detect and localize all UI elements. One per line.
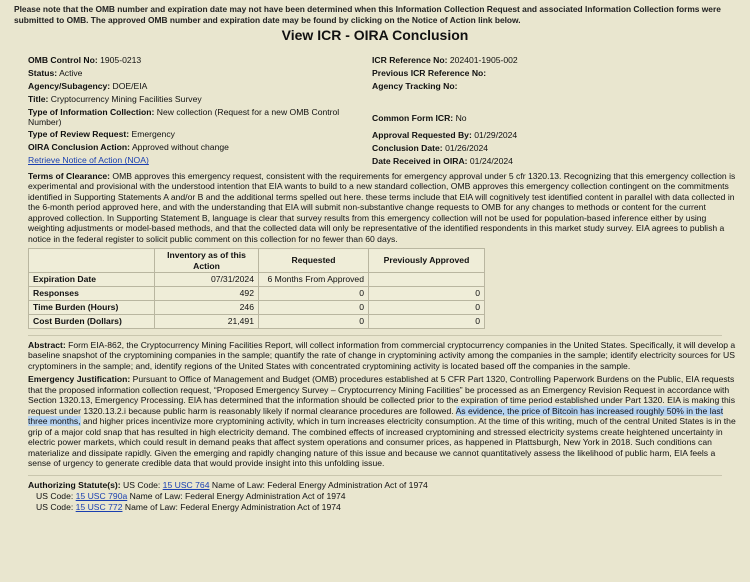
- emergency-justification: Emergency Justification: Pursuant to Office of Management and Budget (OMB) procedures established at 5 CFR Part 1320, Controlling Paperwork Burdens on the Public, EIA requests that the proposed information collection request, “Proposed Emergency Survey – Cryptocurrency Mining Facilities” be processed as an Emergency Revision Request in accordance with Section 1320.13, Emergency Processing. EIA has determined that the information should be collected prior to the expiration of time period established under Part 1320. EIA is making this request under 1320.13.2.i because public harm is reasonably likely if normal clearance procedures are followed. As evidence, the price of Bitcoin has increased roughly 50% in the last three months, and higher prices incentivize more cryptomining activity, which in turn increases electricity consumption. At the time of this writing, much of the central United States is in the grip of a major cold snap that has resulted in high electricity demand. The combined effects of increased cryptomining and stressed electricity systems create heightened uncertainty in electric power markets, which could result in demand peaks that affect system operations and consumer prices, as happened in Plattsburgh, New York in 2018. Such conditions can materialize and dissipate rapidly. Given the emerging and rapidly changing nature of this issue and because we cannot quantitatively assess the likelihood of public harm, EIA feels a sense of urgency to generate credible data that would provide insight into this unfolding issue.: [28, 374, 736, 469]
- agency-subagency: Agency/Subagency: DOE/EIA: [28, 80, 148, 91]
- date-received-in-oira: Date Received in OIRA: 01/24/2024: [372, 155, 513, 166]
- table-header-blank: [29, 249, 155, 273]
- icr-info-grid: [28, 54, 736, 168]
- divider: [28, 335, 722, 336]
- burden-table: [28, 248, 485, 329]
- left-field-column: [28, 54, 372, 168]
- table-row: Cost Burden (Dollars) 21,491 0 0: [29, 314, 485, 328]
- table-row: Time Burden (Hours) 246 0 0: [29, 300, 485, 314]
- omb-notice: Please note that the OMB number and expiration date may not have been determined when this Information Collection Request and associated Information Collection forms were submitted to OMB. The approved OMB number and expiration date may be found by clicking on the Notice of Action link below.: [14, 4, 721, 25]
- table-header-previously-approved: Previously Approved: [369, 249, 485, 273]
- icr-reference-no: ICR Reference No: 202401-1905-002: [372, 54, 518, 65]
- statute-link[interactable]: 15 USC 790a: [75, 490, 128, 501]
- spacer: [372, 93, 736, 106]
- table-header-inventory: Inventory as of this Action: [155, 249, 259, 273]
- table-row: Responses 492 0 0: [29, 286, 485, 300]
- statute-row: US Code: 15 USC 790a Name of Law: Federal Energy Administration Act of 1974: [36, 490, 346, 501]
- abstract: Abstract: Form EIA-862, the Cryptocurrency Mining Facilities Report, will collect information from commercial cryptocurrency companies in the United States. Specifically, it will develop a baseline snapshot of the cryptomining companies in the sample; quantify the rate of change in cryptomining activity among the companies in the sample; identify electricity sources for US cryptominers in the sample; and, identify regions of the United States with concentrated cryptomining activity is located based off the companies in the sample.: [28, 339, 736, 371]
- notice-of-action-link[interactable]: Retrieve Notice of Action (NOA): [28, 155, 149, 166]
- previous-icr-reference-no: Previous ICR Reference No:: [372, 67, 487, 78]
- terms-of-clearance: Terms of Clearance: OMB approves this emergency request, consistent with the requirements for emergency approval under 5 cfr 1320.13. Recognizing that this emergency collection is experimental and provisional with the understood intention that EIA wants to build to a new standard collection, OMB approves this emergency collection contingent on the commitments identified in Supporting Statements A and/or B and the additional terms spelled out here. these terms include that EIA will cognitively test identified content in parallel with data collected in the 6-month period approved here, and with the understanding that EIA will submit non-substantive change requests to OMB for any changes to methods or content for the current approved collection. In Supporting Statement B, language is clear that survey results from this emergency collection will not be used for population-based inference either by using weighting adjustments or model-based methods, and that the collected data will only be representative of the identified respondents in this market study survey. EIA agrees to publish a notice in the federal register to solicit public comment on this collection for no fewer than 60 days.: [28, 170, 736, 244]
- omb-control-no: OMB Control No: 1905-0213: [28, 54, 142, 65]
- oira-conclusion-action: OIRA Conclusion Action: Approved without change: [28, 142, 229, 153]
- type-of-review: Type of Review Request: Emergency: [28, 129, 175, 140]
- authorizing-statute-row: Authorizing Statute(s): US Code: 15 USC 764 Name of Law: Federal Energy Administration Act of 1974: [28, 479, 428, 490]
- conclusion-date: Conclusion Date: 01/26/2024: [372, 142, 489, 153]
- icr-title: Title: Cryptocurrency Mining Facilities Survey: [28, 93, 202, 104]
- table-header-row: [29, 249, 485, 273]
- highlighted-text: As evidence, the price of Bitcoin has increased roughly 50% in the last three months,: [28, 405, 724, 427]
- approval-requested-by: Approval Requested By: 01/29/2024: [372, 129, 518, 140]
- statute-link[interactable]: 15 USC 764: [162, 479, 210, 490]
- statute-row: US Code: 15 USC 772 Name of Law: Federal Energy Administration Act of 1974: [36, 501, 341, 512]
- agency-tracking-no: Agency Tracking No:: [372, 80, 458, 91]
- status: Status: Active: [28, 67, 83, 78]
- right-field-column: [372, 54, 736, 168]
- statute-link[interactable]: 15 USC 772: [75, 501, 123, 512]
- table-row: Expiration Date 07/31/2024 6 Months From Approved: [29, 272, 485, 286]
- page-title: View ICR - OIRA Conclusion: [281, 27, 469, 43]
- common-form-icr: Common Form ICR: No: [372, 112, 467, 123]
- divider: [28, 475, 722, 476]
- noa-row: [28, 154, 372, 167]
- table-header-requested: Requested: [259, 249, 369, 273]
- type-of-collection: Type of Information Collection: New collection (Request for a new OMB Control Number): [28, 106, 340, 128]
